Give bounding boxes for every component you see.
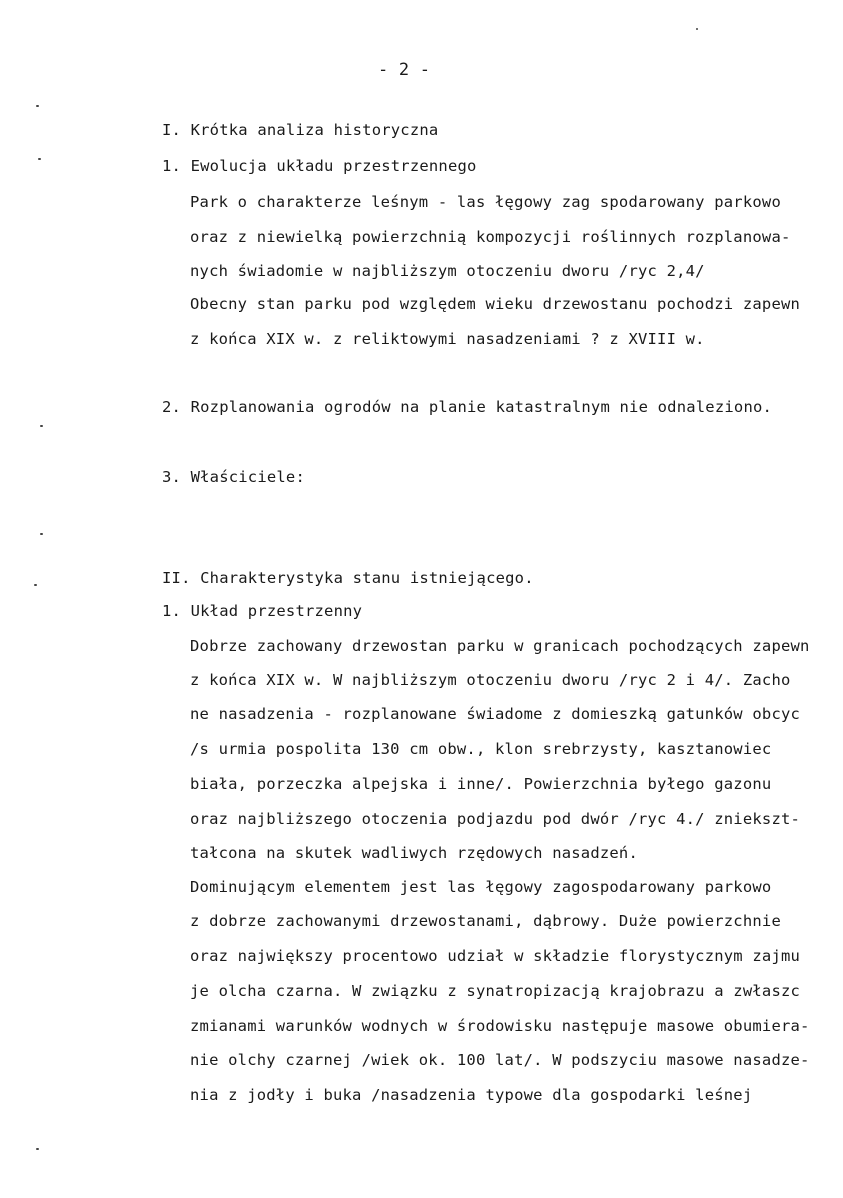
subsection-1-2: 2. Rozplanowania ogrodów na planie katastralnym nie odnaleziono. bbox=[162, 398, 773, 416]
scan-speck bbox=[38, 158, 41, 160]
page-number: - 2 - bbox=[378, 60, 431, 80]
paragraph-line: oraz z niewielką powierzchnią kompozycji roślinnych rozplanowa- bbox=[190, 228, 791, 246]
paragraph-line: Dobrze zachowany drzewostan parku w granicach pochodzących zapewn bbox=[190, 637, 810, 655]
scan-speck bbox=[34, 584, 37, 586]
scan-speck bbox=[696, 28, 698, 30]
scan-speck bbox=[36, 105, 39, 107]
paragraph-line: zmianami warunków wodnych w środowisku następuje masowe obumiera- bbox=[190, 1017, 810, 1035]
paragraph-line: oraz najbliższego otoczenia podjazdu pod dwór /ryc 4./ zniekszt- bbox=[190, 810, 801, 828]
paragraph-line: z końca XIX w. z reliktowymi nasadzeniami ? z XVIII w. bbox=[190, 330, 705, 348]
paragraph-line: nia z jodły i buka /nasadzenia typowe dla gospodarki leśnej bbox=[190, 1086, 753, 1104]
subsection-2-1-heading: 1. Układ przestrzenny bbox=[162, 602, 363, 620]
paragraph-line: tałcona na skutek wadliwych rzędowych nasadzeń. bbox=[190, 844, 638, 862]
section-1-heading: I. Krótka analiza historyczna bbox=[162, 121, 439, 139]
subsection-1-1-heading: 1. Ewolucja układu przestrzennego bbox=[162, 157, 477, 175]
scan-speck bbox=[36, 1148, 39, 1150]
paragraph-line: je olcha czarna. W związku z synatropizacją krajobrazu a zwłaszc bbox=[190, 982, 801, 1000]
paragraph-line: z dobrze zachowanymi drzewostanami, dąbrowy. Duże powierzchnie bbox=[190, 912, 781, 930]
paragraph-line: biała, porzeczka alpejska i inne/. Powierzchnia byłego gazonu bbox=[190, 775, 772, 793]
paragraph-line: ne nasadzenia - rozplanowane świadome z domieszką gatunków obcyc bbox=[190, 705, 801, 723]
section-2-heading: II. Charakterystyka stanu istniejącego. bbox=[162, 569, 534, 587]
paragraph-line: Park o charakterze leśnym - las łęgowy zag spodarowany parkowo bbox=[190, 193, 781, 211]
paragraph-line: /s urmia pospolita 130 cm obw., klon srebrzysty, kasztanowiec bbox=[190, 740, 772, 758]
paragraph-line: z końca XIX w. W najbliższym otoczeniu dworu /ryc 2 i 4/. Zacho bbox=[190, 671, 791, 689]
paragraph-line: Dominującym elementem jest las łęgowy zagospodarowany parkowo bbox=[190, 878, 772, 896]
subsection-1-3: 3. Właściciele: bbox=[162, 468, 305, 486]
scan-speck bbox=[40, 425, 43, 427]
scan-speck bbox=[40, 533, 43, 535]
paragraph-line: nych świadomie w najbliższym otoczeniu dworu /ryc 2,4/ bbox=[190, 262, 705, 280]
paragraph-line: oraz największy procentowo udział w składzie florystycznym zajmu bbox=[190, 947, 801, 965]
paragraph-line: nie olchy czarnej /wiek ok. 100 lat/. W podszyciu masowe nasadze- bbox=[190, 1051, 810, 1069]
paragraph-line: Obecny stan parku pod względem wieku drzewostanu pochodzi zapewn bbox=[190, 295, 801, 313]
